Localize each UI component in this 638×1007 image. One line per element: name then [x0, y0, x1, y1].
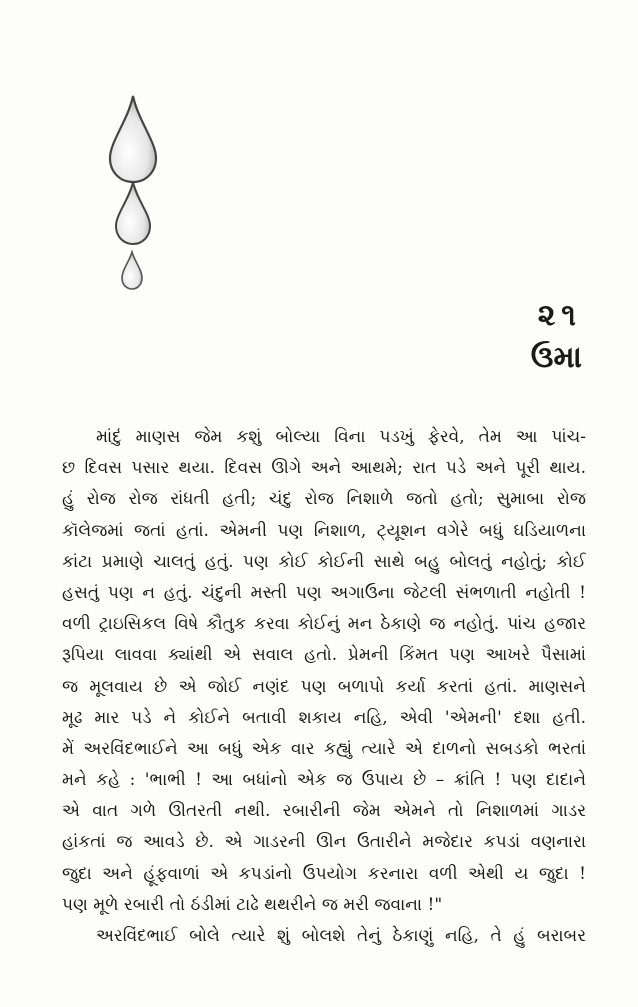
text-line: હું રોજ રોજ રાંધતી હતી; ચંદુ રોજ નિશાળે જતો હતો; સુમાબા રોજ [62, 489, 586, 510]
text-line: માંદું માણસ જેમ કશું બોલ્યા વિના પડખું ફેરવે, તેમ આ પાંચ- [96, 427, 586, 447]
drops-icon [98, 92, 168, 292]
water-drops-ornament [98, 92, 168, 292]
chapter-title: ઉમા [530, 340, 582, 375]
text-line: મને કહે : 'ભાભી ! આ બધાંનો એક જ ઉપાય છે – ક્રાંતિ ! પણ દાદાને [62, 770, 586, 791]
medium-drop-icon [116, 182, 150, 244]
text-line: એ વાત ગળે ઊતરતી નથી. રબારીની જેમ એમને તો નિશાળમાં ગાડર [62, 801, 586, 822]
text-line: જ મૂલવાય છે એ જોઈ નણંદ પણ બળાપો કર્યા કરતાં હતાં. માણસને [62, 676, 586, 697]
text-line: કાંટા પ્રમાણે ચાલતું હતું. પણ કોઈ કોઈની સાથે બહુ બોલતું નહોતું; કોઈ [62, 551, 586, 572]
text-line: હાંકતાં જ આવડે છે. એ ગાડરની ઊન ઉતારીને મજેદાર કપડાં વણનારા [62, 832, 586, 853]
text-line: પણ મૂળે રબારી તો ઠંડીમાં ટાઢે થથરીને જ મરી જવાના !" [62, 894, 443, 915]
chapter-number: ૨૧ [537, 298, 582, 333]
text-line: મૂઢ માર પડે ને કોઈને બતાવી શકાય નહિ, એવી 'એમની' દશા હતી. [62, 707, 586, 728]
text-line: છ દિવસ પસાર થયા. દિવસ ઊગે અને આથમે; રાત પડે અને પૂરી થાય. [62, 458, 586, 479]
text-line: રૂપિયા લાવવા ક્યાંથી એ સવાલ હતો. પ્રેમની કિંમત પણ આખરે પૈસામાં [62, 645, 586, 666]
text-line: અરવિંદભાઈ બોલે ત્યારે શું બોલશે તેનું ઠેકાણું નહિ, તે હું બરાબર [96, 926, 586, 946]
text-line: જુદા અને હૂંફવાળાં એ કપડાંનો ઉપયોગ કરનારા વળી એથી ય જુદા ! [62, 863, 586, 884]
body-text [62, 422, 586, 952]
text-line: વળી ટ્રાઇસિકલ વિષે કૌતુક કરવા કોઈનું મન ઠેકાણે જ નહોતું. પાંચ હજાર [62, 614, 586, 635]
large-drop-icon [110, 96, 156, 182]
text-line: મેં અરવિંદભાઈને આ બધું એક વાર કહ્યું ત્યારે એ દાળનો સબડકો ભરતાં [62, 738, 586, 759]
small-drop-icon [122, 252, 142, 289]
text-line: હસતું પણ ન હતું. ચંદુની મસ્તી પણ અગાઉના જેટલી સંભળાતી નહોતી ! [62, 582, 586, 603]
text-line: કૉલેજમાં જતાં હતાં. એમની પણ નિશાળ, ટ્યૂશન વગેરે બધું ઘડિયાળના [62, 520, 586, 541]
